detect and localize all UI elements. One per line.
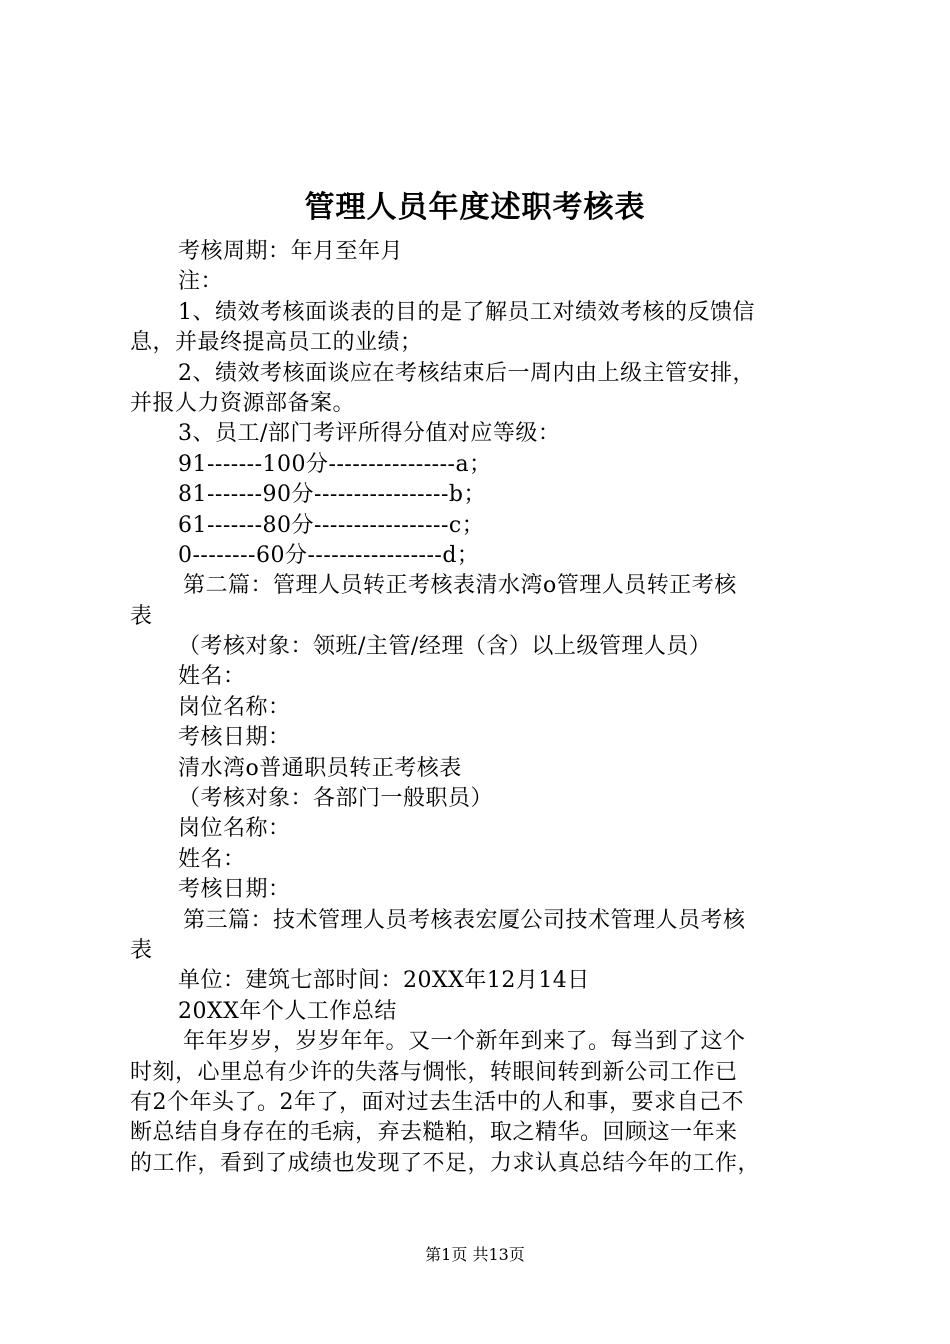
form-field-label: 考核日期： (178, 725, 291, 751)
document-body (130, 237, 835, 1179)
text-line: 3、员工/部门考评所得分值对应等级： (178, 421, 561, 447)
form-field-label: 姓名： (178, 846, 246, 872)
text-line: 考核周期：年月至年月 (178, 239, 404, 264)
text-line: 息，并最终提高员工的业绩； (130, 330, 423, 356)
paragraph-line: 时刻，心里总有少许的失落与惆怅，转眼间转到新公司工作已 (130, 1059, 738, 1085)
grade-line: 0--------60分-----------------d； (178, 542, 480, 568)
text-line: 1、绩效考核面谈表的目的是了解员工对绩效考核的反馈信 (178, 299, 755, 325)
text-line: 清水湾o普通职员转正考核表 (178, 755, 462, 781)
document-title: 管理人员年度述职考核表 (304, 190, 646, 225)
section-heading: 第二篇：管理人员转正考核表清水湾o管理人员转正考核 (183, 573, 737, 599)
grade-line: 81-------90分-----------------b； (178, 482, 486, 508)
form-field-label: 考核日期： (178, 877, 291, 903)
text-line: 注： (178, 269, 224, 295)
form-field-label: 岗位名称： (178, 694, 291, 720)
paragraph-line: 年年岁岁，岁岁年年。又一个新年到来了。每当到了这个 (183, 1029, 746, 1055)
grade-line: 61-------80分-----------------c； (178, 512, 485, 538)
text-line: 单位：建筑七部时间：20XX年12月14日 (178, 968, 590, 994)
text-line: （考核对象：各部门一般职员） (178, 786, 494, 812)
text-line: （考核对象：领班/主管/经理（含）以上级管理人员） (178, 634, 712, 660)
form-field-label: 岗位名称： (178, 816, 291, 842)
page-number-footer: 第1页 共13页 (425, 1245, 525, 1264)
grade-line: 91-------100分----------------a； (178, 451, 492, 477)
section-heading: 第三篇：技术管理人员考核表宏厦公司技术管理人员考核 (183, 907, 746, 933)
paragraph-line: 断总结自身存在的毛病，弃去糙粕，取之精华。回顾这一年来 (130, 1120, 738, 1146)
section-heading: 表 (130, 603, 153, 629)
paragraph-line: 的工作，看到了成绩也发现了不足，力求认真总结今年的工作， (130, 1150, 761, 1176)
section-heading: 表 (130, 937, 153, 963)
text-line: 并报人力资源部备案。 (130, 390, 356, 416)
text-line: 2、绩效考核面谈应在考核结束后一周内由上级主管安排， (178, 360, 755, 386)
text-line: 20XX年个人工作总结 (178, 998, 397, 1024)
form-field-label: 姓名： (178, 664, 246, 690)
paragraph-line: 有2个年头了。2年了，面对过去生活中的人和事，要求自己不 (130, 1089, 744, 1115)
